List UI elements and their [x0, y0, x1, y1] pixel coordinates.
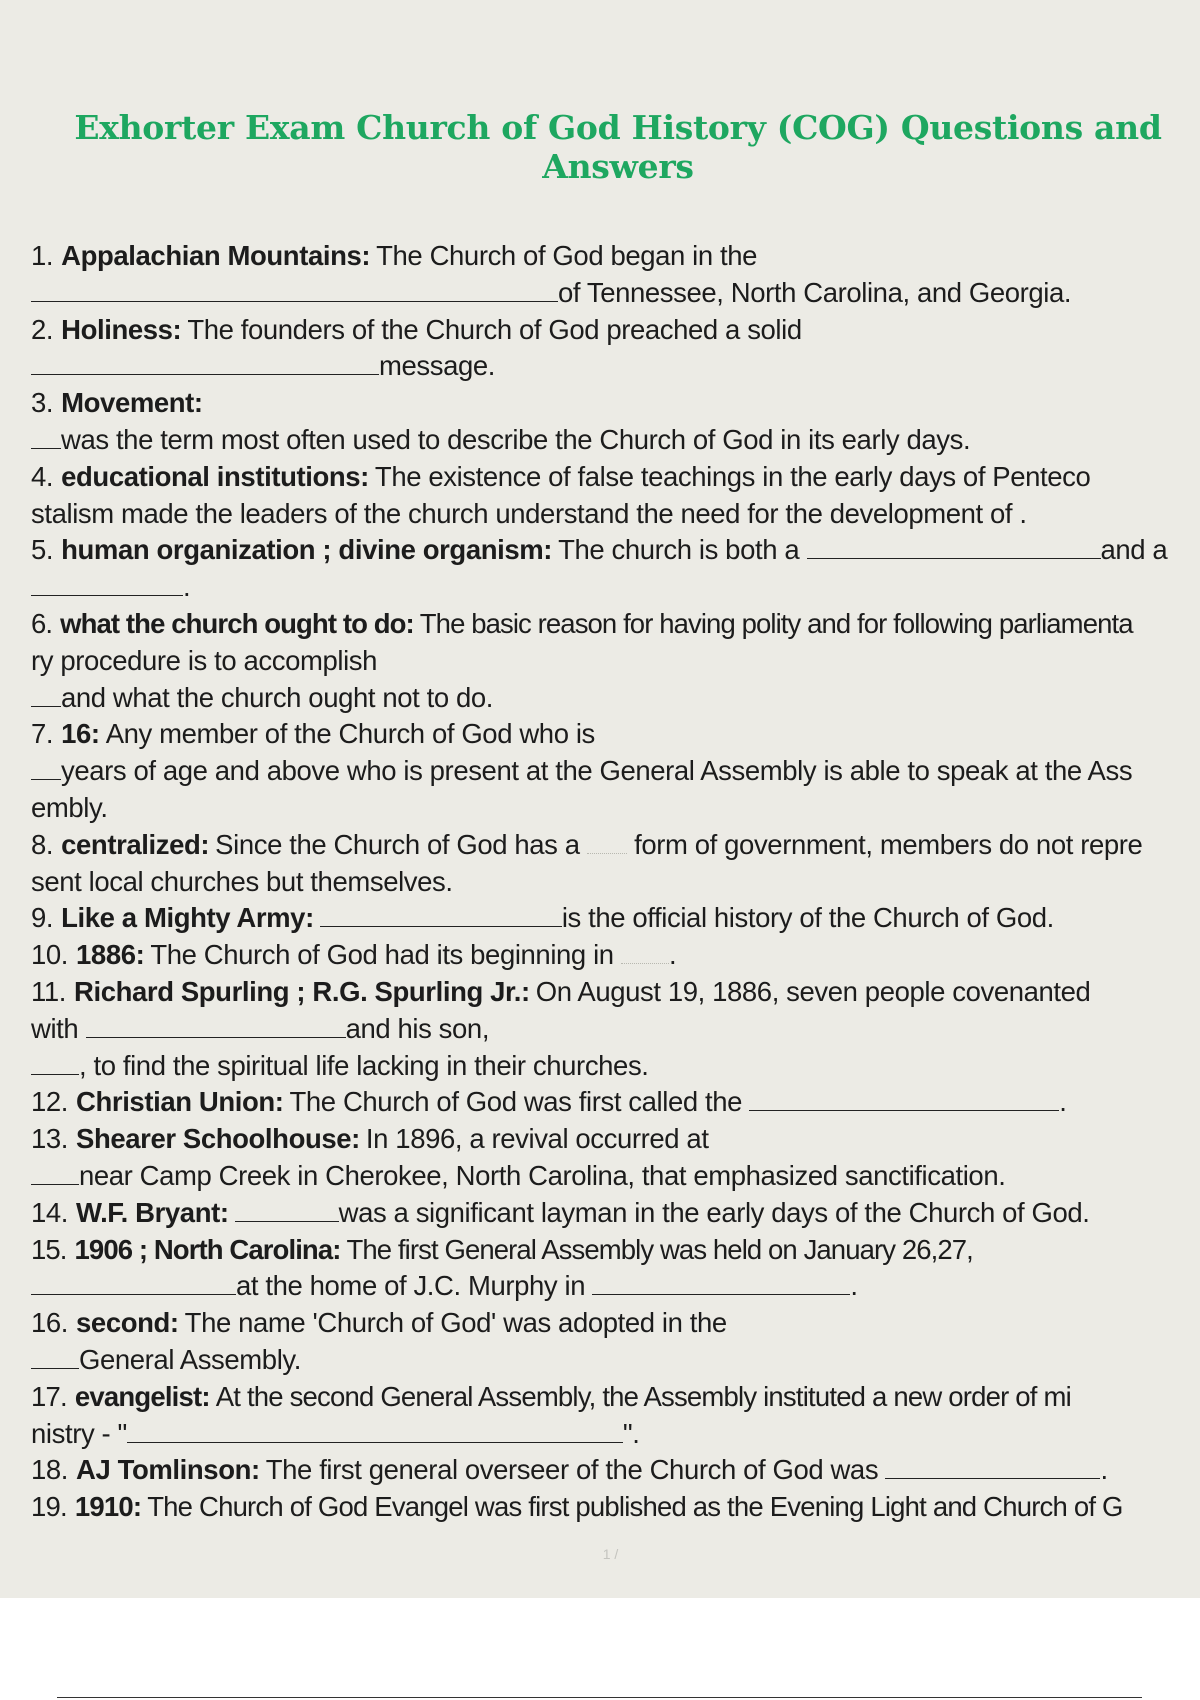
answer-blank — [86, 1011, 346, 1038]
question-14 — [31, 1195, 1196, 1232]
answer-text: Like a Mighty Army: — [61, 902, 314, 934]
answer-blank — [31, 753, 61, 780]
question-17 — [31, 1379, 1196, 1453]
answer-text: Christian Union: — [76, 1086, 284, 1118]
question-15 — [31, 1232, 1196, 1306]
question-4 — [31, 459, 1196, 533]
answer-text: second: — [76, 1307, 179, 1339]
question-number: 7. — [31, 718, 54, 750]
question-text: Since the Church of God has a — [215, 828, 580, 860]
answer-blank — [31, 569, 183, 596]
answer-text: AJ Tomlinson: — [76, 1454, 260, 1486]
question-text: At the second General Assembly, the Assembly instituted a new order of mi — [215, 1380, 1071, 1412]
question-number: 15. — [31, 1233, 67, 1265]
question-18 — [31, 1452, 1196, 1489]
question-text: ". — [622, 1417, 640, 1449]
question-11 — [31, 974, 1196, 1084]
answer-blank — [749, 1084, 1059, 1111]
question-3 — [31, 385, 1196, 459]
answer-text: what the church ought to do: — [60, 607, 414, 639]
question-text: . — [850, 1270, 858, 1302]
question-5 — [31, 532, 1196, 606]
answer-blank — [31, 1158, 79, 1185]
answer-text: 1910: — [74, 1491, 142, 1523]
question-text: The founders of the Church of God preached a solid — [187, 313, 802, 345]
question-text: The Church of God Evangel was first published as the Evening Light and Church of G — [147, 1491, 1123, 1523]
question-2 — [31, 312, 1196, 386]
question-9 — [31, 900, 1196, 937]
question-text: . — [668, 939, 677, 971]
page-indicator: 1 / — [602, 1546, 619, 1562]
answer-blank — [31, 422, 61, 449]
question-text: stalism made the leaders of the church understand the need for the development of — [31, 497, 1013, 529]
question-8 — [31, 827, 1196, 901]
question-10 — [31, 937, 1196, 974]
answer-text: educational institutions: — [61, 460, 369, 492]
answer-text: W.F. Bryant: — [76, 1196, 229, 1228]
answer-text: evangelist: — [74, 1380, 210, 1412]
answer-text: Appalachian Mountains: — [61, 240, 371, 271]
question-text: . — [1019, 497, 1027, 529]
answer-blank — [127, 1416, 623, 1443]
question-number: 6. — [31, 607, 53, 639]
question-number: 16. — [31, 1307, 69, 1339]
answer-blank — [807, 532, 1101, 559]
question-text: message. — [379, 350, 496, 382]
question-text: . — [183, 571, 191, 603]
question-number: 13. — [31, 1123, 69, 1155]
answer-blank — [587, 831, 627, 854]
question-text: sent local churches but themselves. — [31, 865, 453, 897]
question-text: is the official history of the Church of God. — [561, 902, 1054, 934]
question-text: and his son, — [345, 1012, 490, 1044]
question-text: Any member of the Church of God who is — [105, 718, 595, 750]
answer-text: Holiness: — [61, 313, 182, 345]
answer-blank — [885, 1452, 1100, 1479]
question-text: and a — [1100, 534, 1168, 566]
answer-blank — [31, 680, 61, 707]
question-text: The first General Assembly was held on January 26,27, — [346, 1233, 973, 1265]
answer-blank — [621, 941, 669, 964]
question-number: 9. — [31, 902, 54, 934]
answer-blank — [31, 275, 558, 302]
question-list — [31, 238, 1196, 1526]
question-text: In 1896, a revival occurred at — [365, 1123, 709, 1155]
question-text: at the home of J.C. Murphy in — [236, 1270, 586, 1302]
question-13 — [31, 1121, 1196, 1195]
question-text: was the term most often used to describe the Church of God in its early days. — [61, 423, 971, 455]
answer-blank — [31, 1342, 79, 1369]
question-text: of Tennessee, North Carolina, and Georgia. — [558, 276, 1072, 308]
question-text: . — [1100, 1454, 1108, 1486]
question-number: 10. — [31, 939, 69, 971]
question-text: ry procedure is to accomplish — [31, 644, 378, 676]
question-text: The first general overseer of the Church of God was — [265, 1454, 879, 1486]
answer-text: centralized: — [61, 828, 210, 860]
question-number: 14. — [31, 1196, 69, 1228]
question-text: General Assembly. — [79, 1343, 301, 1375]
answer-blank — [235, 1195, 339, 1222]
answer-blank — [31, 1268, 236, 1295]
question-number: 3. — [31, 387, 54, 419]
question-19 — [31, 1489, 1196, 1526]
answer-blank — [320, 900, 562, 927]
answer-blank — [31, 1048, 79, 1075]
question-number: 11. — [31, 975, 66, 1007]
question-text: years of age and above who is present at the General Assembly is able to speak at the Ass — [61, 755, 1133, 787]
question-number: 4. — [31, 460, 54, 492]
answer-text: human organization ; divine organism: — [61, 534, 553, 566]
question-number: 8. — [31, 828, 54, 860]
question-number: 18. — [31, 1454, 69, 1486]
question-text: and what the church ought not to do. — [61, 681, 494, 713]
question-text: near Camp Creek in Cherokee, North Carolina, that emphasized sanctification. — [79, 1159, 1006, 1191]
question-text: On August 19, 1886, seven people covenanted — [535, 975, 1091, 1007]
question-6 — [31, 606, 1196, 716]
divider — [57, 1697, 1142, 1698]
question-7 — [31, 716, 1196, 826]
answer-text: 16: — [61, 718, 100, 750]
answer-text: Richard Spurling ; R.G. Spurling Jr.: — [74, 975, 530, 1007]
question-text: was a significant layman in the early days of the Church of God. — [338, 1196, 1090, 1228]
question-text: The Church of God was first called the — [289, 1086, 743, 1118]
question-16 — [31, 1305, 1196, 1379]
document-title: Exhorter Exam Church of God History (COG) Questions and Answers — [74, 108, 1162, 186]
question-text: The Church of God had its beginning in — [150, 939, 614, 971]
question-text: , to find the spiritual life lacking in their churches. — [79, 1049, 649, 1081]
question-number: 2. — [31, 313, 54, 345]
question-text: The name 'Church of God' was adopted in the — [184, 1307, 727, 1339]
question-text: The church is both a — [558, 534, 800, 566]
question-text: The basic reason for having polity and for following parliamenta — [419, 607, 1133, 639]
answer-text: Movement: — [61, 387, 203, 419]
question-12 — [31, 1084, 1196, 1121]
question-text: with — [31, 1012, 79, 1044]
question-number: 19. — [31, 1491, 67, 1523]
question-number: 1. — [31, 240, 54, 271]
question-text: . — [1059, 1086, 1067, 1118]
question-text: The existence of false teachings in the early days of Penteco — [374, 460, 1091, 492]
question-text: The Church of God began in the — [376, 240, 758, 271]
question-1 — [31, 238, 1196, 312]
answer-blank — [592, 1268, 850, 1295]
question-text: embly. — [31, 791, 108, 823]
question-number: 12. — [31, 1086, 69, 1118]
answer-text: 1906 ; North Carolina: — [74, 1233, 341, 1265]
answer-blank — [31, 348, 379, 375]
answer-text: 1886: — [76, 939, 145, 971]
answer-text: Shearer Schoolhouse: — [76, 1123, 360, 1155]
question-text: form of government, members do not repre — [634, 828, 1143, 860]
question-number: 17. — [31, 1380, 67, 1412]
question-number: 5. — [31, 534, 54, 566]
question-text: nistry - " — [31, 1417, 127, 1449]
